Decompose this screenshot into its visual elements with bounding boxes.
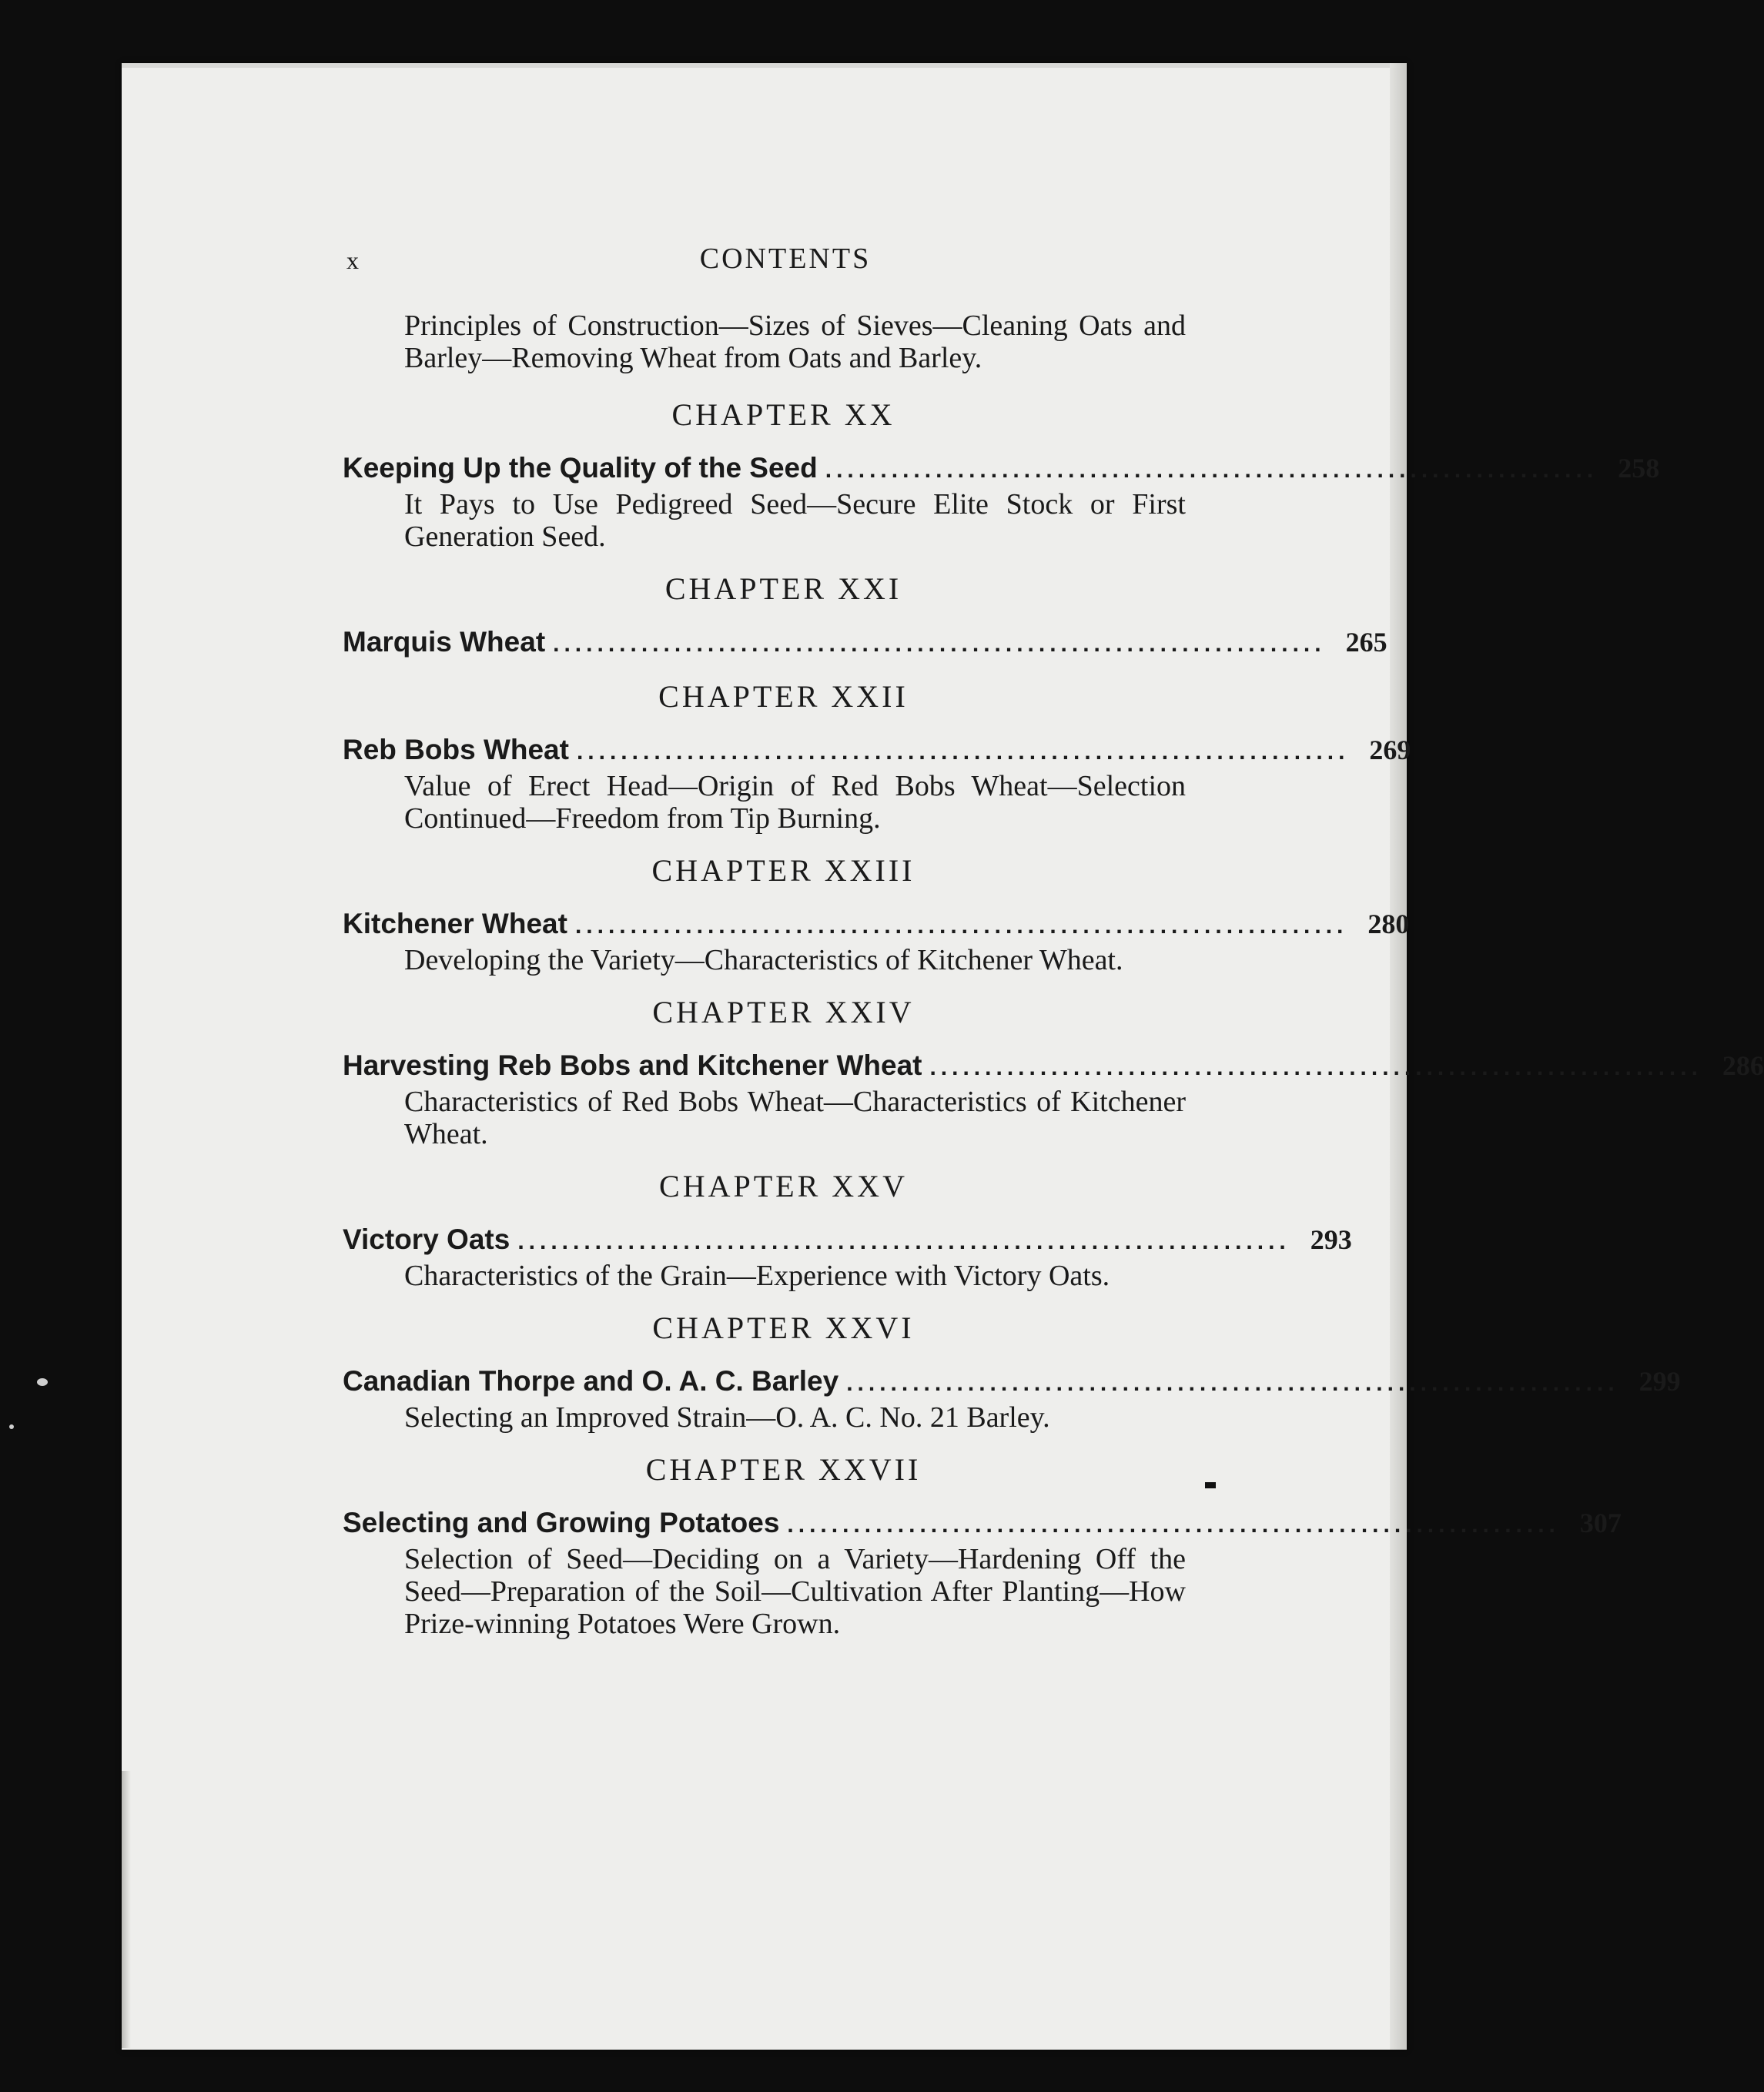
- chapter-title: Harvesting Reb Bobs and Kitchener Wheat: [343, 1049, 922, 1081]
- chapter-description: Characteristics of Red Bobs Wheat—Characteristics of Kitchener Wheat.: [404, 1086, 1186, 1150]
- dot-leader: ......................................................................: [825, 457, 1598, 483]
- chapter-title: Marquis Wheat: [343, 626, 546, 658]
- dot-leader: ......................................................................: [846, 1371, 1619, 1396]
- toc-entry-line[interactable]: [343, 731, 1411, 768]
- chapter-heading: CHAPTER XXII: [658, 679, 909, 714]
- page-number: 265: [1345, 627, 1387, 658]
- chapter-entry: [343, 679, 1411, 835]
- page-number: 269: [1369, 735, 1411, 765]
- margin-mark: [1205, 1482, 1216, 1488]
- chapter-description: It Pays to Use Pedigreed Seed—Secure Elite Stock or First Generation Seed.: [404, 488, 1186, 553]
- dot-leader: ......................................................................: [574, 913, 1348, 939]
- chapter-heading: CHAPTER XXV: [659, 1169, 908, 1203]
- chapter-title: Keeping Up the Quality of the Seed: [343, 452, 818, 484]
- page-number: 280: [1367, 909, 1410, 939]
- chapter-description: Selection of Seed—Deciding on a Variety—Hardening Off the Seed—Preparation of the Soil—Cultivation After Planting—How Prize-winning Potatoes Were Grown.: [404, 1543, 1186, 1640]
- page-top-edge: [122, 63, 1407, 68]
- toc-entry-line[interactable]: [343, 905, 1410, 942]
- page-number: 286: [1722, 1050, 1764, 1081]
- chapter-entry: [343, 397, 1660, 553]
- toc-entry-line[interactable]: [343, 624, 1387, 661]
- chapter-entry: [343, 1169, 1352, 1292]
- chapter-title: Reb Bobs Wheat: [343, 734, 569, 765]
- chapter-heading: CHAPTER XXIV: [652, 995, 915, 1029]
- dot-leader: ......................................................................: [787, 1512, 1560, 1538]
- chapter-heading: CHAPTER XX: [671, 397, 895, 432]
- chapter-description: Value of Erect Head—Origin of Red Bobs Wheat—Selection Continued—Freedom from Tip Burning.: [404, 770, 1186, 835]
- running-head: [343, 239, 1267, 285]
- chapter-title: Victory Oats: [343, 1223, 510, 1255]
- page-number: 293: [1310, 1224, 1352, 1255]
- chapter-title: Canadian Thorpe and O. A. C. Barley: [343, 1365, 839, 1397]
- page-number: 258: [1618, 453, 1660, 484]
- toc-entry-line[interactable]: [343, 1505, 1622, 1541]
- toc-entry-line[interactable]: [343, 1047, 1764, 1084]
- chapter-description: Developing the Variety—Characteristics of Kitchener Wheat.: [404, 944, 1123, 976]
- toc-entry-line[interactable]: [343, 450, 1660, 487]
- chapter-entry: [343, 995, 1764, 1150]
- chapter-entry: [343, 1452, 1622, 1640]
- toc-entry-line[interactable]: [343, 1363, 1681, 1400]
- chapter-heading: CHAPTER XXIII: [651, 853, 915, 888]
- page-number: 299: [1638, 1366, 1681, 1397]
- dot-leader: ......................................................................: [517, 1229, 1290, 1254]
- chapter-entry: [343, 853, 1410, 976]
- chapter-title: Selecting and Growing Potatoes: [343, 1507, 780, 1538]
- dot-leader: ......................................................................: [576, 739, 1350, 765]
- chapter-description: Characteristics of the Grain—Experience with Victory Oats.: [404, 1260, 1110, 1292]
- dot-leader: ......................................................................: [929, 1055, 1702, 1080]
- scan-speck: [37, 1378, 48, 1386]
- toc-entry-line[interactable]: [343, 1221, 1352, 1258]
- chapter-heading: CHAPTER XXVII: [645, 1452, 922, 1487]
- page-fold-shadow: [122, 1771, 131, 2048]
- scan-speck: [9, 1424, 14, 1429]
- dot-leader: ......................................................................: [553, 631, 1326, 657]
- chapter-entry: [343, 571, 1387, 661]
- chapter-heading: CHAPTER XXI: [664, 571, 902, 606]
- contents-body: [343, 310, 1764, 1659]
- page-numeral: x: [346, 246, 359, 274]
- chapter-description: Selecting an Improved Strain—O. A. C. No. 21 Barley.: [404, 1401, 1050, 1434]
- chapter-title: Kitchener Wheat: [343, 908, 567, 939]
- running-head-title: CONTENTS: [699, 243, 872, 275]
- chapter-entry: [343, 1310, 1681, 1434]
- page-number: 307: [1579, 1508, 1622, 1538]
- continued-chapter-description: Principles of Construction—Sizes of Sieves—Cleaning Oats and Barley—Removing Wheat from Oats and Barley.: [404, 310, 1186, 374]
- chapter-heading: CHAPTER XXVI: [652, 1310, 915, 1345]
